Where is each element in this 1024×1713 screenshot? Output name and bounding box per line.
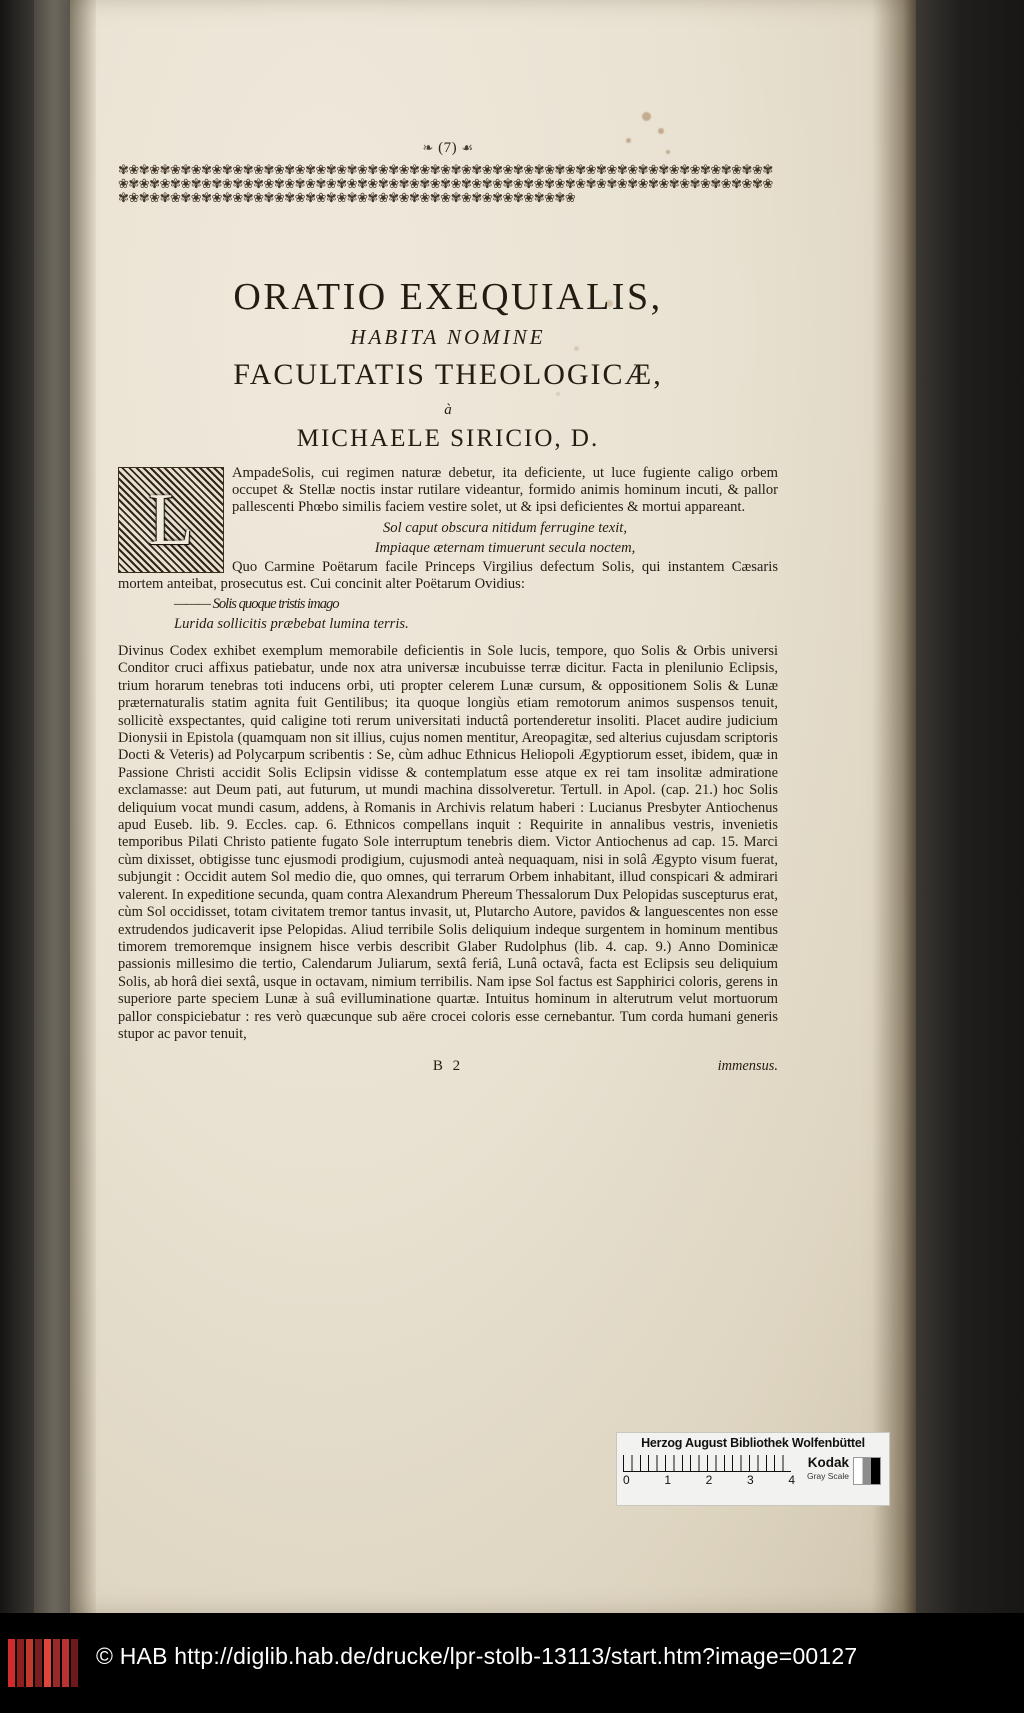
- verse-line: ——— Solis quoque tristis imago: [174, 596, 339, 613]
- ruler-number: 0: [623, 1473, 630, 1487]
- page-left-shadow: [70, 0, 96, 1613]
- signature-row: [118, 1058, 778, 1078]
- gray-scale-patch: [853, 1457, 881, 1485]
- drop-cap-ornament: [118, 467, 224, 573]
- scan-target-card: [616, 1432, 890, 1506]
- drop-cap-letter: L: [148, 478, 194, 561]
- folio-ornament-right: ☙: [461, 140, 474, 155]
- folio-ornament-left: ❧: [422, 140, 434, 155]
- ruler-number: 4: [788, 1473, 795, 1487]
- verse-line: Lurida sollicitis præbebat lumina terris.: [174, 616, 409, 633]
- catchword: immensus.: [717, 1057, 778, 1074]
- ornamental-border: ✾❀✾❀✾❀✾❀✾❀✾❀✾❀✾❀✾❀✾❀✾❀✾❀✾❀✾❀✾❀✾❀✾❀✾❀✾❀✾❀✾❀✾❀✾❀✾❀✾❀✾❀✾❀✾❀✾❀✾❀✾❀✾❀✾❀✾❀✾❀✾❀✾❀✾❀✾❀✾❀✾❀✾❀✾❀✾❀✾❀✾❀✾❀✾❀✾❀✾❀✾❀✾❀✾❀✾❀✾❀✾❀✾❀✾❀✾❀✾❀✾❀✾❀✾❀✾❀✾❀✾❀✾❀✾❀✾❀✾❀✾❀✾❀✾❀✾❀✾❀✾❀✾❀✾❀✾❀✾❀✾❀✾❀✾❀✾❀✾❀: [118, 163, 773, 205]
- paragraph-after-verse: Quo Carmine Poëtarum facile Princeps Virgilius defectum Solis, qui instantem Cæsaris mortem anteibat, prosecutus est. Cui concinit alter Poëtarum Ovidius:: [118, 558, 778, 592]
- gray-scale-label: Gray Scale: [806, 1471, 849, 1481]
- byline-particle: à: [444, 402, 452, 418]
- ruler-number: 1: [664, 1473, 672, 1487]
- verse-line: Sol caput obscura nitidum ferrugine texit,: [382, 519, 627, 536]
- author-name: MICHAELE SIRICIO, D.: [296, 425, 600, 452]
- footer-bar: [0, 1613, 1024, 1713]
- color-calibration-strip: [8, 1639, 82, 1687]
- page-title-secondary: FACULTATIS THEOLOGICÆ,: [233, 358, 663, 391]
- kodak-label: Kodak: [807, 1455, 849, 1470]
- folio-number: [118, 140, 778, 157]
- document-page: [70, 0, 916, 1613]
- ruler-numbers: [623, 1473, 795, 1487]
- text-block: [118, 140, 778, 1078]
- folio-label: (7): [438, 140, 458, 156]
- page-right-shadow: [872, 0, 916, 1613]
- opening-paragraph: AmpadeSolis, cui regimen naturæ debetur, ita deficiente, ut luce fugiente caligo orbem occupet & Stellæ noctis instar rutilare videantur, formido animis hominum incuti, & pallor pallescenti Phœbo similis faciem vestire solet, ut & ipsi deficientes & mortui appareant.: [232, 465, 778, 516]
- ruler-number: 3: [746, 1473, 754, 1487]
- signature-mark: B 2: [432, 1057, 464, 1074]
- book-gutter: [34, 0, 74, 1613]
- ruler-scale: [623, 1455, 791, 1472]
- page-subtitle: HABITA NOMINE: [350, 325, 546, 349]
- ruler-number: 2: [705, 1473, 713, 1487]
- verse-line: Impiaque æternam timuerunt secula noctem,: [374, 539, 636, 556]
- footer-credit: © HAB http://diglib.hab.de/drucke/lpr-stolb-13113/start.htm?image=00127: [96, 1643, 858, 1669]
- library-name: Herzog August Bibliothek Wolfenbüttel: [641, 1436, 865, 1450]
- page-title: ORATIO EXEQUIALIS,: [233, 276, 663, 318]
- scan-right-edge: [916, 0, 1024, 1613]
- foxing-spot: [658, 128, 664, 134]
- main-body-text: Divinus Codex exhibet exemplum memorabile deficientis in Sole lucis, tempore, quo Solis & Orbis universi Conditor cruci affixus patiebatur, unde nox atra universæ incubuisse terræ dicitur. Facta in plenilunio Eclipsis, trium horarum tenebras toti inducens orbi, uti propter celerem Lunæ cursum, & oppositionem Solis & Lunæ præternaturalis statim agnita fuit Gentilibus; ita quoque longiùs etiam remotorum animos suspensos tenuit, sollicitè exspectantes, quid caligine toti rerum universitati inductâ portenderetur insoliti. Placet audire judicium Dionysii in Epistola (quamquam non sit illius, cujus nomen mentitur, Areopagitæ, sed alterius cujusdam scriptoris Docti & Veteris) ad Polycarpum scribentis : Se, cùm adhuc Ethnicus Heliopoli Ægyptiorum esset, ibidem, quæ in Passione Christi accidit Solis Eclipsin vidisse & contemplatum esse atque ex rei tam insolitæ admiratione exclamasse: aut Deum pati, aut futurum, ut mundi machina dissolveretur. Tertull. in Apol. (cap. 21.) hoc Solis deliquium vocat mundi casum, addens, à Romanis in Archivis relatum haberi : Lucianus Presbyter Antiochenus apud Euseb. lib. 9. Eccles. cap. 6. Ethnicos compellans inquit : Requirite in annalibus vestris, invenietis temporibus Pilati Christo patiente fugato Sole interruptum tenebris diem. Victor Antiochenus ad cap. 15. Marci cùm dixisset, obtigisse tunc ejusmodi prodigium, cujusmodi anteà nequaquam, nisi in solâ Ægypto visum fuerat, subjungit : Occidit autem Sol medio die, quo omnes, qui terrarum Orbem inhabitant, illud conspicari & admirari valerent. In expeditione secunda, quam contra Alexandrum Phereum Thessalorum Dux Pelopidas suscepturus erat, cùm Sol occidisset, totam civitatem tremor tantus invasit, ut, Plutarcho Autore, pavidos & languescentes non esse extrudendos judicaverit ipse Pelopidas. Aliud terribile Solis deliquium indeque surgentem in hominum mentibus timorem tremoremque insignem hisce verbis describit Glaber Rudolphus (lib. 4. cap. 9.) Anno Dominicæ passionis millesimo die tertio, Calendarum Juliarum, sextâ feriâ, Lunâ octavâ, facta est Eclipsis seu deliquium Solis, ab horâ diei sextâ, usque in octavam, nimium terribilis. Nam ipse Sol factus est Sapphirici coloris, gerens in superiore parte speciem Lunæ à suâ evilluminatione quartæ. Intuitus hominum in alterutrum velut mortuorum pallor conspiciebatur : res verò quæcunque sub aëre crocei coloris esse cernebantur. Tum corda humani generis stupor ac pavor tenuit,: [118, 643, 778, 1042]
- foxing-spot: [642, 112, 651, 121]
- scan-left-edge: [0, 0, 34, 1613]
